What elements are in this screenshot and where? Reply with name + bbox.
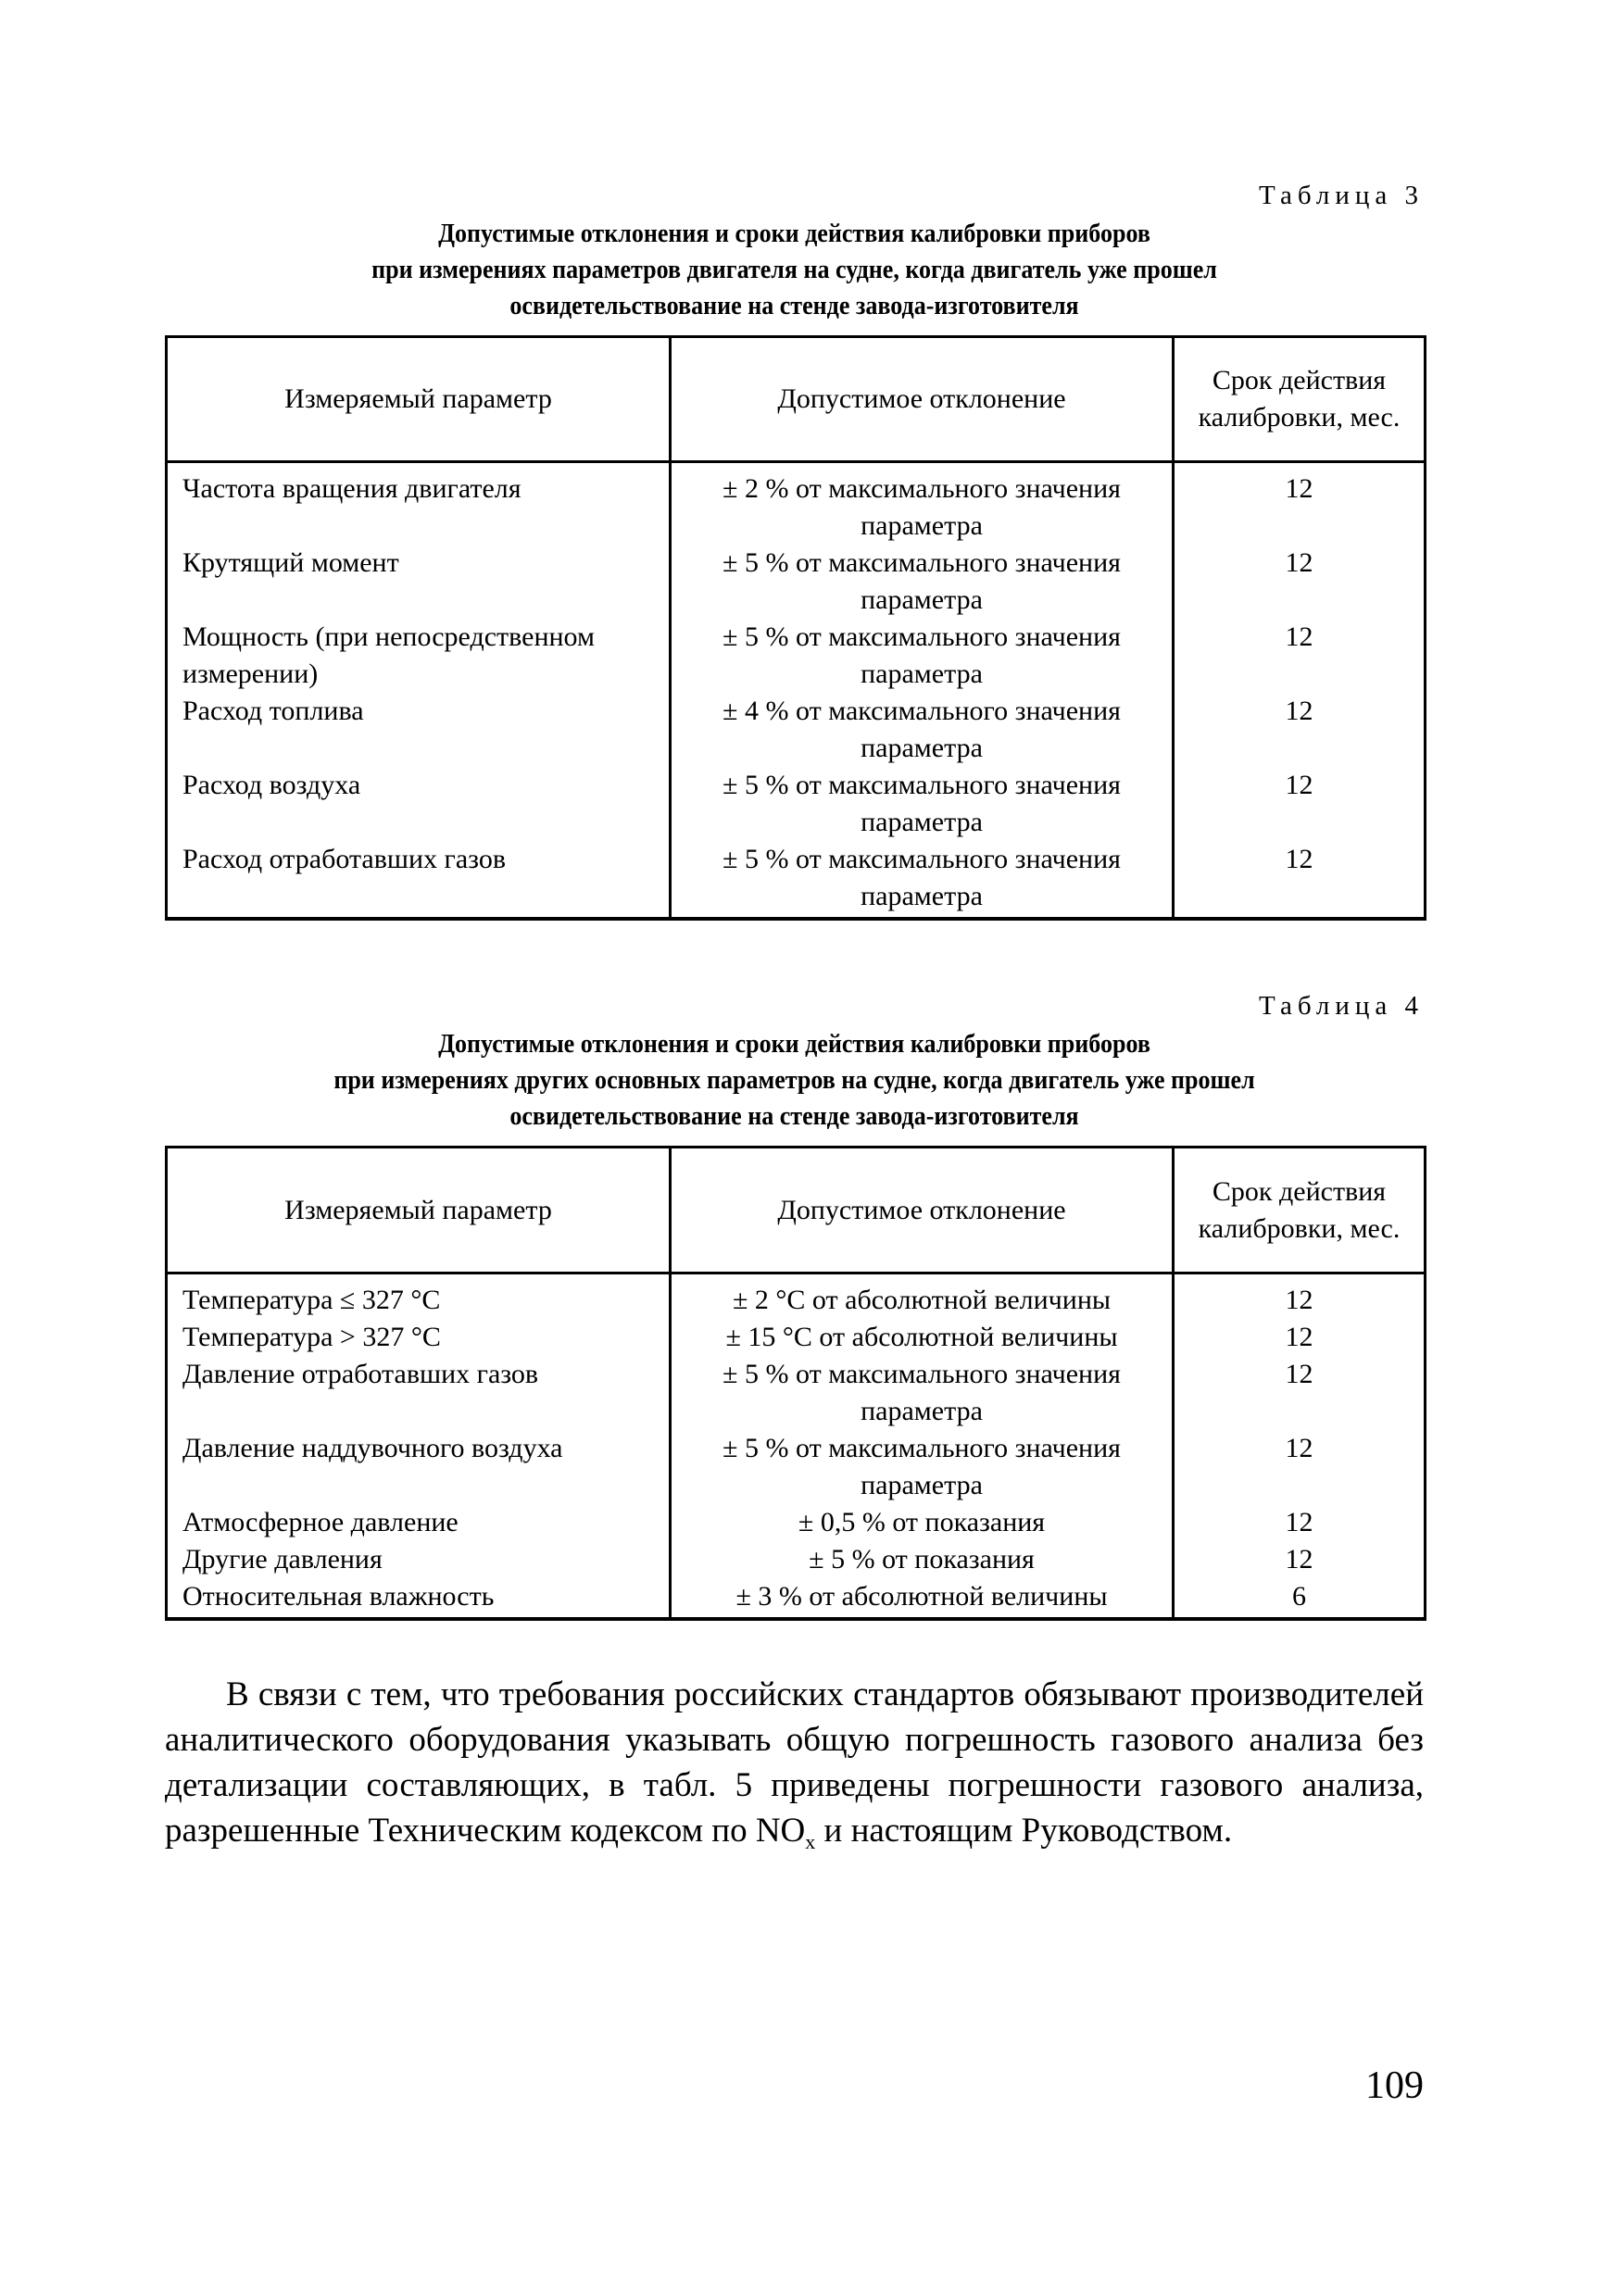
- cell-deviation: ± 5 % от максимального значения параметра: [671, 767, 1174, 841]
- cell-period: 12: [1174, 1504, 1426, 1541]
- table-4-title-line-2: при измерениях других основных параметров на судне, когда двигатель уже прошел: [333, 1066, 1255, 1095]
- header-parameter: Измеряемый параметр: [167, 1148, 671, 1273]
- cell-parameter: Атмосферное давление: [167, 1504, 671, 1541]
- table-3-header-row: [167, 337, 1426, 462]
- cell-period: 12: [1174, 1430, 1426, 1504]
- cell-deviation: ± 15 °C от абсолютной величины: [671, 1319, 1174, 1356]
- table-row: [167, 1356, 1426, 1430]
- cell-parameter: Частота вращения двигателя: [167, 462, 671, 546]
- table-3-title-line-3: освидетельствование на стенде завода-изготовителя: [509, 292, 1079, 320]
- table-4-label: Таблица 4: [1258, 991, 1424, 1021]
- table-4-title-line-3: освидетельствование на стенде завода-изготовителя: [509, 1102, 1079, 1131]
- paragraph-text-end: и настоящим Руководством.: [815, 1812, 1233, 1850]
- page-number: 109: [1365, 2064, 1424, 2107]
- cell-deviation: ± 2 % от максимального значения параметра: [671, 462, 1174, 546]
- table-4-title: [209, 1026, 1380, 1135]
- table-row: [167, 462, 1426, 546]
- cell-deviation: ± 0,5 % от показания: [671, 1504, 1174, 1541]
- cell-period: 12: [1174, 841, 1426, 919]
- cell-parameter: Относительная влажность: [167, 1578, 671, 1619]
- table-row: [167, 841, 1426, 919]
- cell-period: 6: [1174, 1578, 1426, 1619]
- cell-period: 12: [1174, 462, 1426, 546]
- cell-parameter: Другие давления: [167, 1541, 671, 1578]
- paragraph-text: В связи с тем, что требования российских стандартов обязывают производителей аналитического оборудования указывать общую погрешность газового анализа без детализации составляющих, в табл. 5 приведены погрешности газового анализа, разрешенные Техническим кодексом по NO: [165, 1675, 1424, 1850]
- table-row: [167, 693, 1426, 767]
- cell-deviation: ± 3 % от абсолютной величины: [671, 1578, 1174, 1619]
- cell-parameter: Давление наддувочного воздуха: [167, 1430, 671, 1504]
- table-row: [167, 619, 1426, 693]
- header-deviation: Допустимое отклонение: [671, 337, 1174, 462]
- cell-parameter: Давление отработавших газов: [167, 1356, 671, 1430]
- table-4: [165, 1146, 1426, 1621]
- header-period: Срок действия калибровки, мес.: [1174, 337, 1426, 462]
- cell-parameter: Расход топлива: [167, 693, 671, 767]
- table-3-title-line-2: при измерениях параметров двигателя на судне, когда двигатель уже прошел: [371, 256, 1217, 284]
- cell-deviation: ± 2 °C от абсолютной величины: [671, 1273, 1174, 1320]
- table-3-title: [209, 216, 1380, 324]
- table-row: [167, 1541, 1426, 1578]
- cell-parameter: Температура > 327 °C: [167, 1319, 671, 1356]
- cell-period: 12: [1174, 545, 1426, 619]
- table-row: [167, 1319, 1426, 1356]
- cell-deviation: ± 5 % от максимального значения параметра: [671, 1356, 1174, 1430]
- body-paragraph: [165, 1672, 1424, 1853]
- cell-parameter: Крутящий момент: [167, 545, 671, 619]
- cell-period: 12: [1174, 1356, 1426, 1430]
- cell-parameter: Температура ≤ 327 °C: [167, 1273, 671, 1320]
- cell-deviation: ± 5 % от максимального значения параметра: [671, 841, 1174, 919]
- cell-parameter: Мощность (при непосредственном измерении): [167, 619, 671, 693]
- nox-subscript: x: [805, 1830, 816, 1853]
- table-row: [167, 1273, 1426, 1320]
- cell-deviation: ± 5 % от максимального значения параметра: [671, 545, 1174, 619]
- table-row: [167, 767, 1426, 841]
- cell-period: 12: [1174, 693, 1426, 767]
- table-3: [165, 335, 1426, 921]
- cell-parameter: Расход отработавших газов: [167, 841, 671, 919]
- table-3-label: Таблица 3: [1258, 181, 1424, 210]
- cell-deviation: ± 5 % от максимального значения параметра: [671, 619, 1174, 693]
- table-4-title-line-1: Допустимые отклонения и сроки действия калибровки приборов: [438, 1030, 1150, 1059]
- header-parameter: Измеряемый параметр: [167, 337, 671, 462]
- table-row: [167, 1578, 1426, 1619]
- cell-period: 12: [1174, 1319, 1426, 1356]
- header-period: Срок действия калибровки, мес.: [1174, 1148, 1426, 1273]
- cell-deviation: ± 5 % от показания: [671, 1541, 1174, 1578]
- cell-deviation: ± 5 % от максимального значения параметра: [671, 1430, 1174, 1504]
- cell-period: 12: [1174, 1541, 1426, 1578]
- table-row: [167, 1430, 1426, 1504]
- table-3-title-line-1: Допустимые отклонения и сроки действия калибровки приборов: [438, 220, 1150, 248]
- cell-period: 12: [1174, 619, 1426, 693]
- cell-deviation: ± 4 % от максимального значения параметра: [671, 693, 1174, 767]
- cell-period: 12: [1174, 767, 1426, 841]
- cell-period: 12: [1174, 1273, 1426, 1320]
- table-4-header-row: [167, 1148, 1426, 1273]
- table-row: [167, 1504, 1426, 1541]
- table-row: [167, 545, 1426, 619]
- header-deviation: Допустимое отклонение: [671, 1148, 1174, 1273]
- cell-parameter: Расход воздуха: [167, 767, 671, 841]
